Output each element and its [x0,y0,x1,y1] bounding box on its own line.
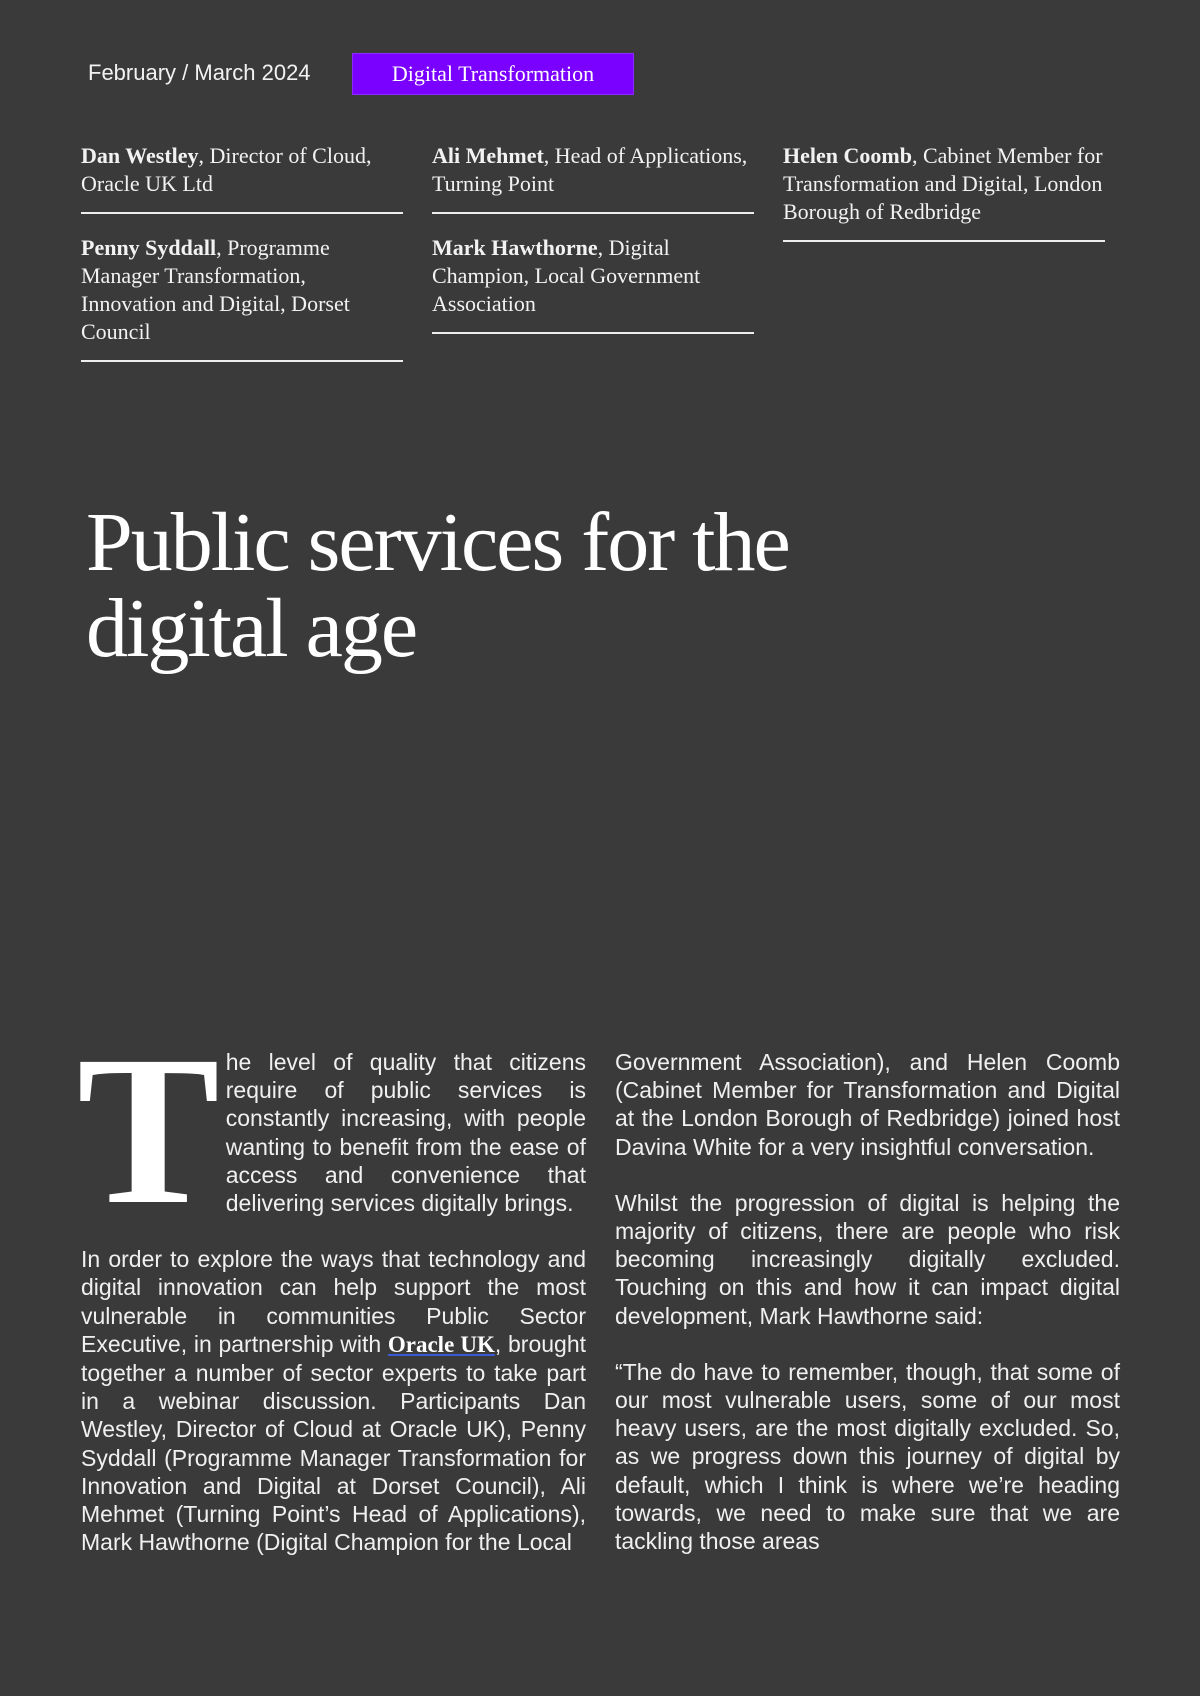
contributor-entry [432,234,754,334]
article-column-left [77,1012,586,1584]
oracle-uk-link[interactable]: Oracle UK [387,1331,495,1357]
contributor-entry [432,142,754,214]
body-paragraph: Government Association), and Helen Coomb (Cabinet Member for Transformation and Digital at the London Borough of Redbridge) joined host Davina White for a very insightful conversation. [615,1049,1120,1160]
quote-paragraph: “The do have to remember, though, that some of our most vulnerable users, some of our most heavy users, are the most digitally excluded. So, as we progress down this journey of digital by default, which I think is where we’re heading towards, we need to make sure that we are tackling those areas [615,1358,1120,1555]
paragraph-text: In order to explore the ways that technology and digital innovation can help support the most vulnerable in communities Public Sector Executive, in partnership with [81,1246,586,1357]
contributor-name: Penny Syddall [81,235,217,260]
contributor-entry [81,142,403,214]
category-tag[interactable]: Digital Transformation [352,53,634,95]
contributor-name: Ali Mehmet [432,143,544,168]
intro-paragraph [77,1012,586,1249]
contributor-entry [783,142,1105,242]
contributor-name: Helen Coomb [783,143,912,168]
issue-date: February / March 2024 [88,60,311,85]
contributors-column-1 [81,142,403,382]
contributor-role: , Director of Cloud, Oracle UK Ltd [81,143,372,196]
contributors-column-2 [432,142,754,354]
contributors-column-3 [783,142,1105,262]
article-column-right [615,1048,1120,1583]
contributor-role: , Digital Champion, Local Government Association [432,235,701,316]
contributor-name: Mark Hawthorne [432,235,598,260]
contributor-role: , Cabinet Member for Transformation and Digital, London Borough of Redbridge [783,143,1103,224]
body-paragraph [81,1245,586,1556]
contributor-role: , Head of Applications, Turning Point [432,143,748,196]
drop-cap: T [77,1012,220,1249]
contributor-entry [81,234,403,362]
body-paragraph: Whilst the progression of digital is helping the majority of citizens, there are people who risk becoming increasingly digitally excluded. Touching on this and how it can impact digital development, Mark Hawthorne said: [615,1189,1120,1329]
contributor-role: , Programme Manager Transformation, Innovation and Digital, Dorset Council [81,235,350,344]
contributor-name: Dan Westley [81,143,199,168]
intro-text: he level of quality that citizens require of public services is constantly increasing, with people wanting to benefit from the ease of access and convenience that delivering services digitally brings. [225,1049,586,1217]
paragraph-text: , brought together a number of sector experts to take part in a webinar discussion. Participants Dan Westley, Director of Cloud at Oracle UK), Penny Syddall (Programme Manager Transformation for Innovation and Digital at Dorset Council), Ali Mehmet (Turning Point’s Head of Applications), Mark Hawthorne (Digital Champion for the Local [81,1330,586,1556]
article-headline: Public services for the digital age [86,496,789,675]
